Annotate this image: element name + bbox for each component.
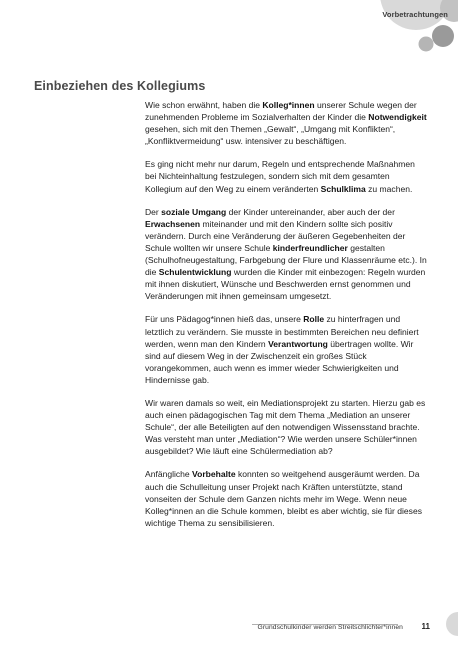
paragraph-text: Es ging nicht mehr nur darum, Regeln und entsprechende Maßnahmen bei Nichteinhaltung festzulegen, sondern sich mit dem gesamten Kollegium auf den Weg zu einem veränderten <box>145 159 415 194</box>
body-paragraph <box>145 313 427 386</box>
emphasized-term: Rolle <box>303 314 325 325</box>
paragraph-text: Der <box>145 206 162 217</box>
body-paragraph <box>145 468 427 528</box>
decorative-circles <box>368 0 458 60</box>
decorative-circle-dark <box>432 25 454 47</box>
emphasized-term: soziale Umgang <box>161 206 227 217</box>
paragraph-text: Wie schon erwähnt, haben die <box>145 100 263 110</box>
emphasized-term: Kolleg*innen <box>262 100 315 110</box>
paragraph-text: Wir waren damals so weit, ein Mediationsprojekt zu starten. Hierzu gab es auch einen pädagogischen Tag mit dem Thema „Mediation an unserer Schule“, der alle Beteiligten auf den notwendigen Wissensstand brachte. Was versteht man unter „Mediation“? Wie werden unsere Schüler*innen ausgebildet? Wie läuft eine Schülermediation ab? <box>145 397 426 457</box>
paragraph-text: übertragen wollte. Wir sind auf diesem Weg in der Zwischenzeit ein großes Stück vorangekommen, auch wenn es immer wieder Schwierigkeiten und Hindernisse gab. <box>145 338 414 385</box>
body-paragraph <box>145 397 427 457</box>
body-paragraph <box>145 206 427 303</box>
paragraph-text: zu machen. <box>365 183 413 194</box>
paragraph-text: gesehen, sich mit den Themen „Gewalt“, „Umgang mit Konflikten“, „Konfliktvermeidung“ usw. intensiver zu beschäftigen. <box>145 124 396 147</box>
emphasized-term: Vorbehalte <box>192 469 236 480</box>
emphasized-term: kinderfreundlicher <box>272 242 348 253</box>
paragraph-text: gestalten (Schulhofneugestaltung, Farbgebung der Flure und Klassenräume etc.). In die <box>145 242 427 278</box>
body-paragraph <box>145 99 427 147</box>
emphasized-term: Verantwortung <box>268 338 328 349</box>
page-heading: Einbeziehen des Kollegiums <box>34 79 206 93</box>
paragraph-text: konnten so weitgehend ausgeräumt werden. Da auch die Schulleitung unser Projekt nach Kräften unterstützte, stand vonseiten der Schule dem Ganzen nichts mehr im Wege. Wenn neue Kolleg*innen an die Schule kommen, bleibt es aber wichtig, sie für dieses wichtige Thema zu sensibilisieren. <box>145 469 422 528</box>
paragraph-text: miteinander und mit den Kindern sollte sich positiv verändern. Durch eine Veränderung der äußeren Gegebenheiten der Schule wollten wir unsere Schule <box>145 218 406 253</box>
paragraph-text: Anfängliche <box>145 469 193 480</box>
emphasized-term: Erwachsenen <box>145 218 201 229</box>
emphasized-term: Notwendigkeit <box>368 112 427 123</box>
footer-decorative-circle <box>444 612 458 636</box>
emphasized-term: Schulklima <box>320 183 366 194</box>
page-number: 11 <box>421 622 430 631</box>
body-text <box>145 99 427 540</box>
decorative-circle-small <box>419 37 434 52</box>
paragraph-text: zu hinterfragen und letztlich zu verändern. Sie musste in bestimmten Bereichen neu definiert werden, wenn man den Kindern <box>145 314 419 349</box>
section-label: Vorbetrachtungen <box>382 10 448 19</box>
footer-book-title: Grundschulkinder werden Streitschlichter*innen <box>257 624 403 631</box>
paragraph-text: Für uns Pädagog*innen hieß das, unsere <box>145 314 304 325</box>
paragraph-text: wurden die Kinder mit einbezogen: Regeln wurden mit ihnen diskutiert, Wünsche und Beschwerden ernst genommen und Veränderungen mit ihnen gemeinsam umgesetzt. <box>145 267 426 302</box>
paragraph-text: unserer Schule wegen der zunehmenden Probleme im Sozialverhalten der Kinder die <box>145 100 417 123</box>
paragraph-text: der Kinder untereinander, aber auch der der <box>226 206 395 217</box>
body-paragraph <box>145 158 427 194</box>
emphasized-term: Schulentwicklung <box>158 267 232 278</box>
